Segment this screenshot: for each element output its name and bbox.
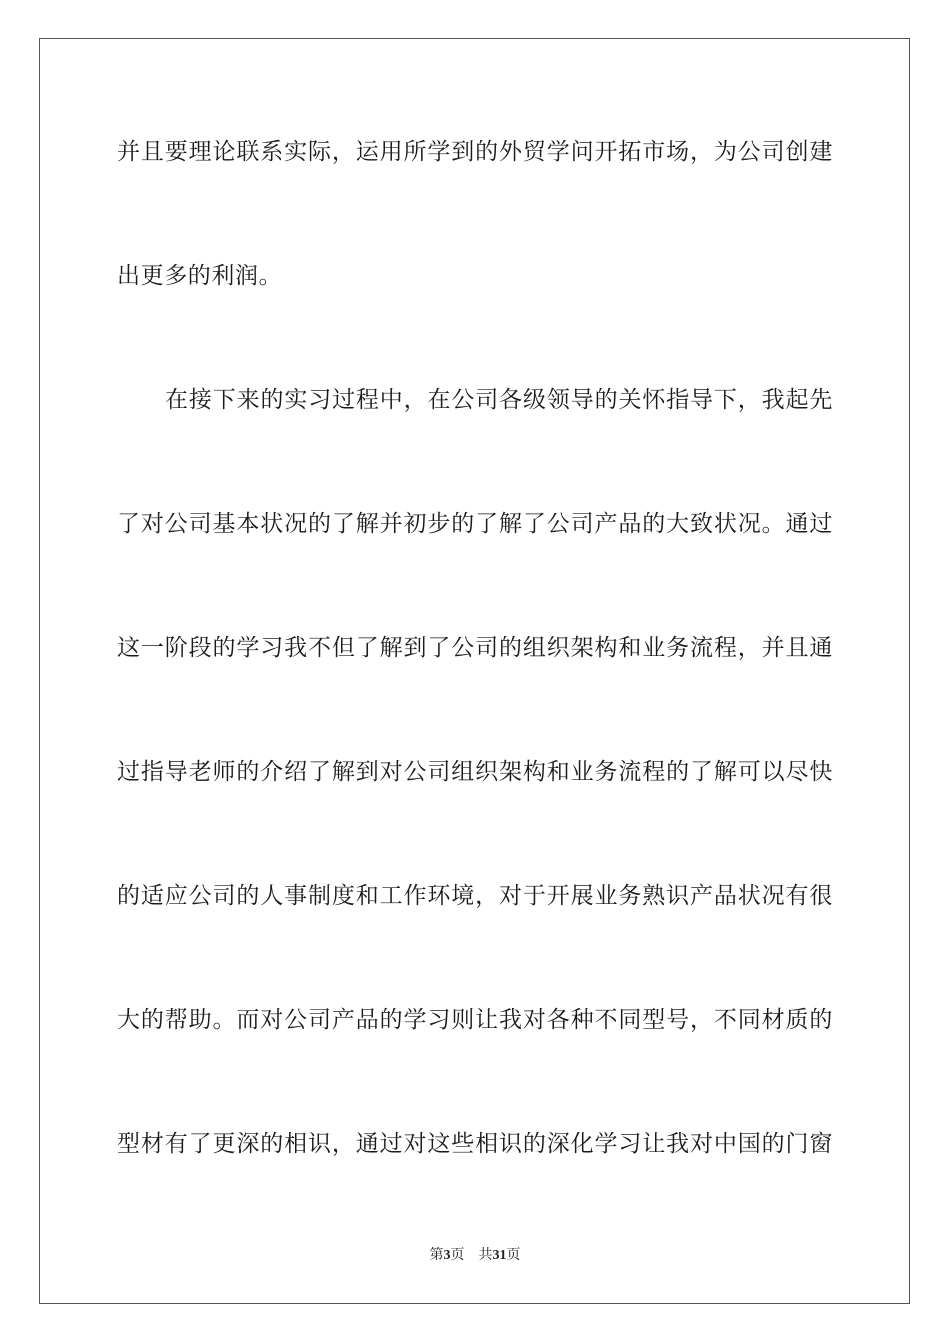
paragraph-line-3: 在接下来的实习过程中，在公司各级领导的关怀指导下，我起先 [165,387,833,413]
page-footer [0,1246,950,1265]
paragraph-line-1: 并且要理论联系实际，运用所学到的外贸学问开拓市场，为公司创建 [117,139,833,165]
paragraph-line-5: 这一阶段的学习我不但了解到了公司的组织架构和业务流程，并且通 [117,635,833,661]
page-border [39,38,910,1304]
paragraph-line-9: 型材有了更深的相识，通过对这些相识的深化学习让我对中国的门窗 [117,1131,833,1157]
footer-page-suffix: 页 [450,1247,465,1263]
paragraph-line-7: 的适应公司的人事制度和工作环境，对于开展业务熟识产品状况有很 [117,883,833,909]
footer-page-prefix: 第 [429,1247,444,1263]
footer-page-number: 3 [443,1248,451,1263]
paragraph-line-4: 了对公司基本状况的了解并初步的了解了公司产品的大致状况。通过 [117,511,833,537]
paragraph-line-6: 过指导老师的介绍了解到对公司组织架构和业务流程的了解可以尽快 [117,759,833,785]
footer-total-pages: 31 [492,1248,507,1263]
paragraph-line-2: 出更多的利润。 [117,263,283,289]
footer-total-prefix: 共 [478,1247,493,1263]
footer-total-suffix: 页 [506,1247,521,1263]
paragraph-line-8: 大的帮助。而对公司产品的学习则让我对各种不同型号，不同材质的 [117,1007,833,1033]
